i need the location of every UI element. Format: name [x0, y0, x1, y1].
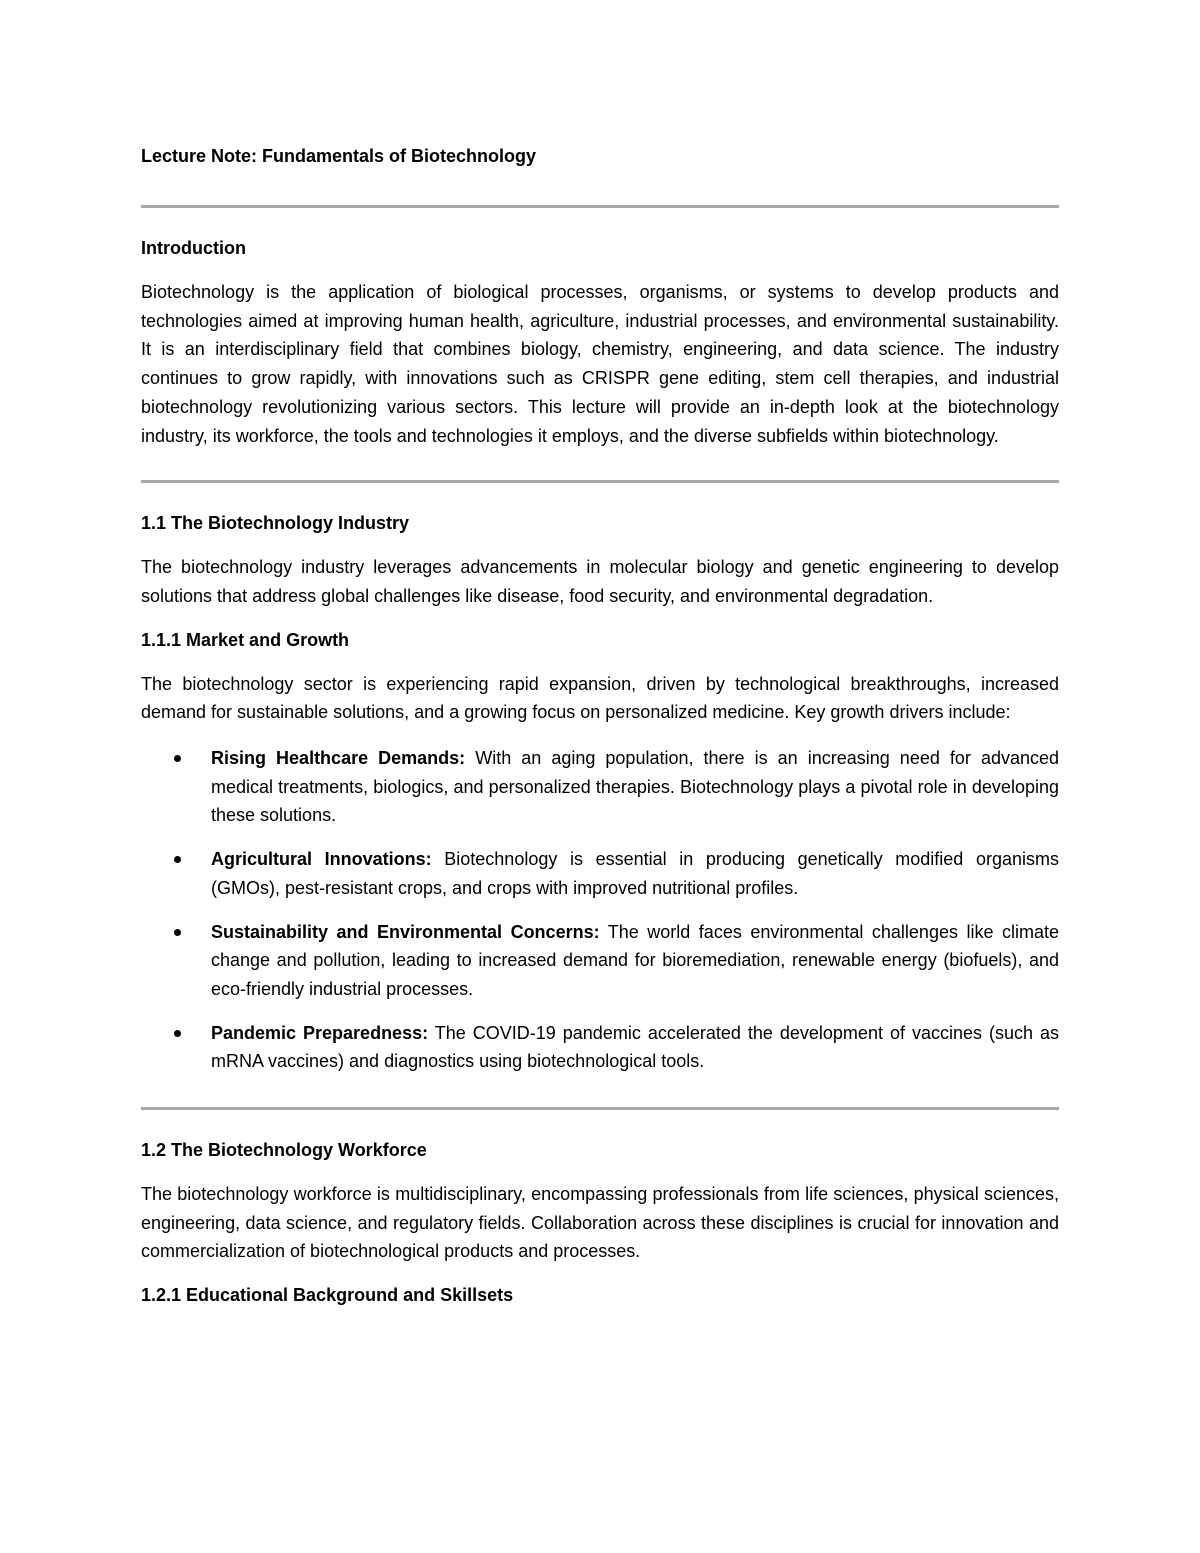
list-item	[141, 918, 1059, 1004]
list-item-term: Agricultural Innovations:	[211, 849, 432, 870]
bullet-icon	[174, 856, 181, 863]
section-1-2-1-heading: 1.2.1 Educational Background and Skillsets	[141, 1285, 514, 1306]
list-item	[141, 845, 1059, 902]
list-item-text: With an aging population, there is an increasing need for advanced medical treatments, biologics, and personalized therapies. Biotechnology plays a pivotal role in developing these solutions.	[211, 748, 1060, 826]
list-item	[141, 1019, 1059, 1076]
bullet-icon	[174, 929, 181, 936]
list-item-term: Pandemic Preparedness:	[211, 1022, 429, 1043]
section-1-1-heading: 1.1 The Biotechnology Industry	[141, 513, 410, 534]
list-item-term: Rising Healthcare Demands:	[211, 748, 466, 769]
document-content	[141, 144, 1059, 1307]
section-1-1-paragraph: The biotechnology industry leverages advancements in molecular biology and genetic engineering to develop solutions that address global challenges like disease, food security, and environmental degradation.	[141, 557, 1059, 606]
bullet-icon	[174, 755, 181, 762]
list-item-term: Sustainability and Environmental Concerns:	[211, 921, 600, 942]
introduction-heading: Introduction	[141, 238, 246, 258]
list-item	[141, 744, 1059, 830]
list-item-text: The COVID-19 pandemic accelerated the development of vaccines (such as mRNA vaccines) and diagnostics using biotechnological tools.	[211, 1022, 1059, 1072]
section-1-2-heading: 1.2 The Biotechnology Workforce	[141, 1140, 427, 1161]
section-divider	[141, 205, 1059, 208]
section-divider	[141, 480, 1059, 483]
section-1-1-1-paragraph: The biotechnology sector is experiencing rapid expansion, driven by technological breakthroughs, increased demand for sustainable solutions, and a growing focus on personalized medicine. Key growth drivers include:	[141, 673, 1059, 723]
section-divider	[141, 1107, 1059, 1110]
section-1-2-paragraph: The biotechnology workforce is multidisciplinary, encompassing professionals from life sciences, physical sciences, engineering, data science, and regulatory fields. Collaboration across these disciplines is crucial for innovation and commercialization of biotechnological products and processes.	[141, 1184, 1059, 1262]
bullet-icon	[174, 1030, 181, 1037]
list-item-text: The world faces environmental challenges like climate change and pollution, leading to increased demand for bioremediation, renewable energy (biofuels), and eco-friendly industrial processes.	[211, 921, 1059, 999]
list-item-text: Biotechnology is essential in producing genetically modified organisms (GMOs), pest-resistant crops, and crops with improved nutritional profiles.	[211, 849, 1059, 898]
section-1-1-1-heading: 1.1.1 Market and Growth	[141, 629, 350, 650]
growth-drivers-list	[141, 744, 1059, 1076]
introduction-paragraph: Biotechnology is the application of biological processes, organisms, or systems to develop products and technologies aimed at improving human health, agriculture, industrial processes, and environmental sustainability. It is an interdisciplinary field that combines biology, chemistry, engineering, and data science. The industry continues to grow rapidly, with innovations such as CRISPR gene editing, stem cell therapies, and industrial biotechnology revolutionizing various sectors. This lecture will provide an in-depth look at the biotechnology industry, its workforce, the tools and technologies it employs, and the diverse subfields within biotechnology.	[141, 282, 1059, 446]
document-title: Lecture Note: Fundamentals of Biotechnology	[141, 146, 537, 166]
